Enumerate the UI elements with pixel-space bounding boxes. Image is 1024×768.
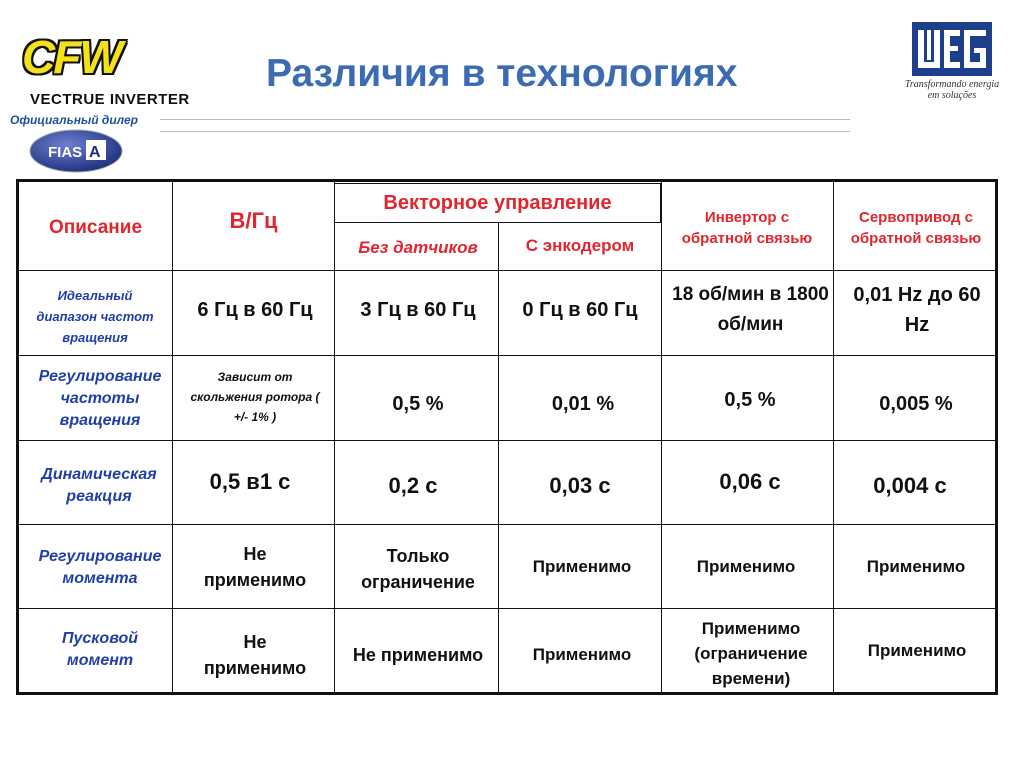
row2-sensorless: 0,5 % (392, 393, 444, 415)
row4-vhz: Не применимо (203, 544, 307, 590)
header-divider-bottom (160, 131, 850, 132)
official-dealer-label: Официальный дилер (10, 113, 138, 127)
grid-col-3 (498, 223, 499, 693)
header-sensorless: Без датчиков (358, 238, 478, 257)
row1-sensorless: 3 Гц в 60 Гц (360, 299, 476, 321)
page-title: Различия в технологиях (266, 52, 738, 95)
row3-encoder: 0,03 с (549, 473, 611, 498)
grid-row-5 (18, 608, 996, 609)
fias-logo (28, 128, 124, 174)
weg-caption-line-2: em soluções (927, 90, 977, 101)
row3-servo: 0,004 с (873, 473, 947, 498)
weg-logo (912, 22, 992, 76)
fias-logo-text: FIAS (48, 144, 83, 161)
row3-sensorless: 0,2 с (388, 473, 438, 498)
cfw-logo-text: CFW (22, 31, 121, 83)
row-label-speed-range: Идеальный диапазон частот вращения (36, 287, 154, 345)
grid-col-4 (661, 181, 662, 693)
row1-feedback: 18 об/мин в 1800 об/мин (672, 284, 829, 335)
header-vector-control: Векторное управление (334, 183, 661, 223)
header-feedback-inverter: Инвертор с обратной связью (681, 209, 813, 247)
row2-feedback: 0,5 % (724, 389, 776, 411)
row4-servo: Применимо (866, 557, 966, 576)
header-description: Описание (48, 217, 143, 238)
row5-servo: Применимо (867, 641, 967, 660)
header-divider-top (160, 119, 850, 120)
row5-sensorless: Не применимо (352, 645, 484, 665)
row2-encoder: 0,01 % (551, 393, 615, 415)
row3-vhz: 0,5 в1 с (209, 469, 291, 494)
row-label-torque-regulation: Регулирование момента (38, 548, 162, 587)
header-vhz: В/Гц (229, 208, 278, 233)
grid-row-4 (18, 524, 996, 525)
row3-feedback: 0,06 с (719, 469, 781, 494)
weg-caption-line-1: Transformando energia (904, 79, 1000, 90)
row5-feedback: Применимо (ограничение времени) (694, 618, 808, 688)
row-label-speed-regulation: Регулирование частоты вращения (38, 368, 162, 429)
row5-vhz: Не применимо (203, 632, 307, 678)
row1-encoder: 0 Гц в 60 Гц (522, 299, 638, 321)
grid-col-5 (833, 181, 834, 693)
row2-servo: 0,005 % (879, 393, 953, 415)
row1-servo: 0,01 Hz до 60 Hz (853, 284, 981, 336)
header-encoder: С энкодером (525, 236, 635, 255)
row-label-dynamic-response: Динамическая реакция (41, 466, 157, 505)
grid-row-3 (18, 440, 996, 441)
row4-feedback: Применимо (696, 557, 796, 576)
weg-caption (896, 79, 1008, 101)
svg-text:A: A (89, 144, 101, 161)
row1-vhz: 6 Гц в 60 Гц (197, 299, 313, 321)
row4-encoder: Применимо (532, 557, 632, 576)
cfw-logo (20, 30, 148, 90)
row-label-starting-torque: Пусковой момент (62, 630, 138, 669)
grid-row-2 (18, 355, 996, 356)
header-servo: Сервопривод с обратной связью (850, 209, 982, 247)
row2-vhz: Зависит от скольжения ротора ( +/- 1% ) (190, 370, 320, 424)
row5-encoder: Применимо (532, 645, 632, 664)
row4-sensorless: Только ограничение (361, 546, 475, 592)
vectrue-inverter-label: VECTRUE INVERTER (30, 91, 190, 108)
